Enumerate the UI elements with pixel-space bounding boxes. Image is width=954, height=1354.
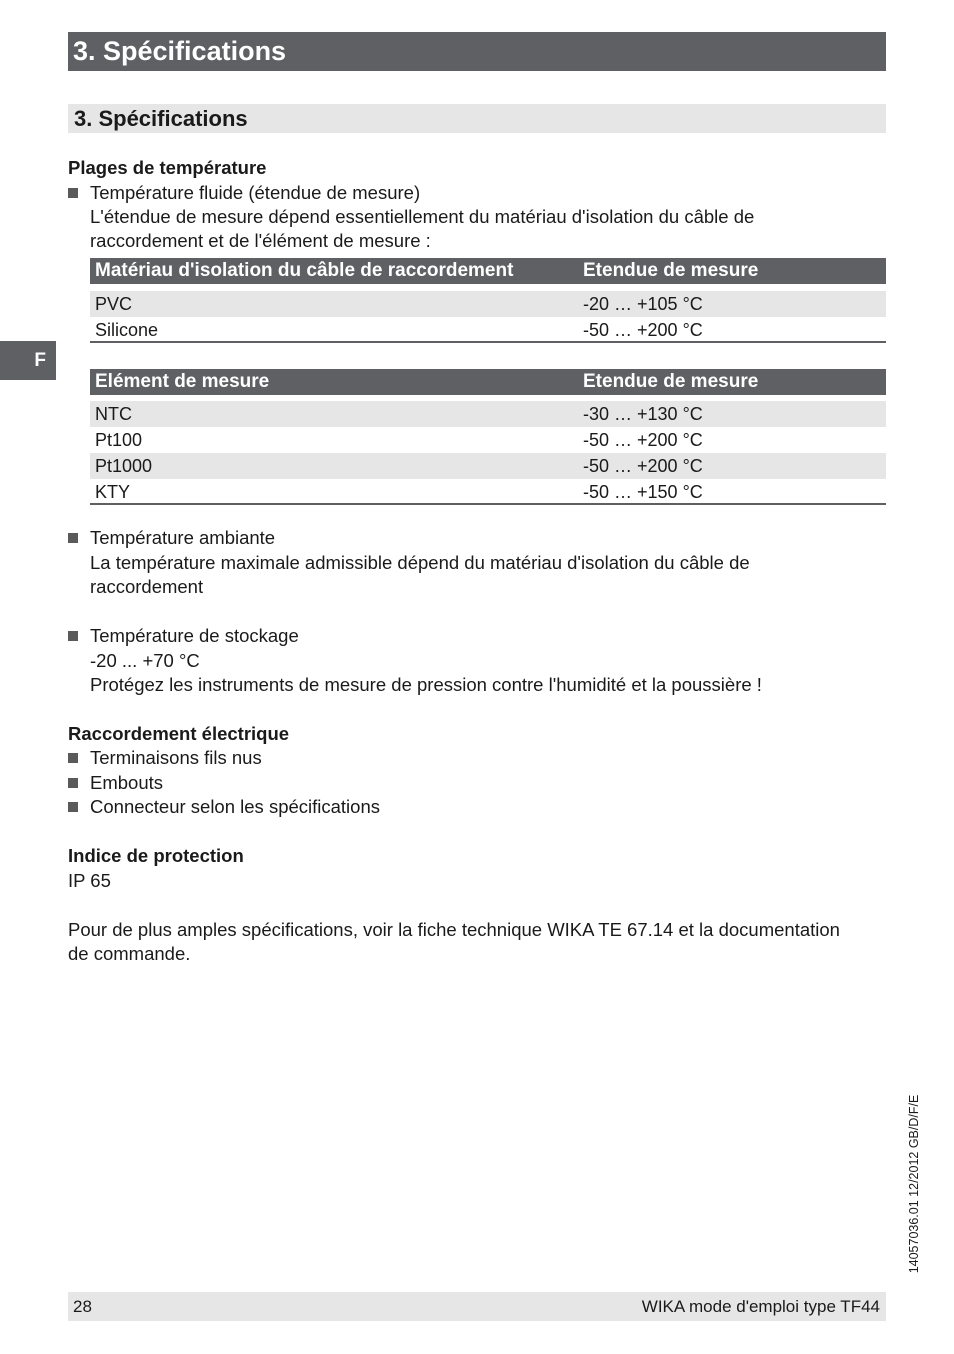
list-item: Terminaisons fils nus — [90, 747, 262, 768]
list-item: Embouts — [90, 772, 164, 793]
list-item: Connecteur selon les spécifications — [90, 796, 380, 817]
ambient-temp-text-line1: La température maximale admissible dépend du matériau d'isolation du câble de — [90, 552, 750, 573]
table-header — [90, 258, 886, 284]
header-cell: Etendue de mesure — [583, 260, 759, 281]
document-code-text: 14057036.01 12/2012 GB/D/F/E — [907, 1094, 921, 1274]
table-row — [90, 317, 886, 343]
protection-value: IP 65 — [68, 870, 111, 891]
table-row — [90, 291, 886, 317]
table-cell: Pt100 — [95, 430, 143, 450]
language-tab-label: F — [34, 350, 46, 371]
fluid-temp-text-line2: raccordement et de l'élément de mesure : — [90, 230, 431, 251]
protection-heading: Indice de protection — [68, 845, 244, 866]
bullet-icon — [68, 188, 78, 198]
bullet-icon — [68, 802, 78, 812]
table-cell: Pt1000 — [95, 456, 153, 476]
table-bottom-rule — [90, 503, 886, 505]
storage-temp-label: Température de stockage — [90, 625, 299, 646]
header-cell: Elément de mesure — [95, 371, 270, 392]
bullet-icon — [68, 753, 78, 763]
more-info-line1: Pour de plus amples spécifications, voir la fiche technique WIKA TE 67.14 et la documentation — [68, 919, 840, 940]
table-cell: PVC — [95, 294, 133, 314]
table-header — [90, 369, 886, 395]
bullet-icon — [68, 631, 78, 641]
measuring-element-table — [90, 369, 886, 507]
table-row — [90, 453, 886, 479]
chapter-title: 3. Spécifications — [73, 36, 287, 66]
section-title-bar — [68, 104, 886, 133]
ambient-temp-text-line2: raccordement — [90, 576, 204, 597]
section-title: 3. Spécifications — [74, 106, 248, 131]
electrical-heading: Raccordement électrique — [68, 723, 290, 744]
bullet-icon — [68, 778, 78, 788]
table-cell: KTY — [95, 482, 131, 502]
document-code — [903, 1086, 925, 1282]
language-tab — [0, 341, 56, 380]
storage-temp-note: Protégez les instruments de mesure de pression contre l'humidité et la poussière ! — [90, 674, 762, 695]
more-info-line2: de commande. — [68, 943, 191, 964]
table-row — [90, 427, 886, 453]
cable-insulation-table — [90, 258, 886, 344]
table-cell: NTC — [95, 404, 132, 424]
fluid-temp-text-line1: L'étendue de mesure dépend essentiellement du matériau d'isolation du câble de — [90, 206, 755, 227]
header-cell: Etendue de mesure — [583, 371, 759, 392]
header-cell: Matériau d'isolation du câble de raccordement — [95, 260, 514, 281]
ambient-temp-label: Température ambiante — [90, 527, 276, 548]
table-cell: -50 … +200 °C — [583, 456, 703, 476]
storage-temp-range: -20 ... +70 °C — [90, 650, 200, 671]
table-cell: -50 … +200 °C — [583, 430, 703, 450]
bullet-icon — [68, 533, 78, 543]
table-cell: -50 … +150 °C — [583, 482, 703, 502]
footer-doc-title: WIKA mode d'emploi type TF44 — [641, 1297, 880, 1316]
fluid-temp-label: Température fluide (étendue de mesure) — [90, 182, 421, 203]
table-cell: -30 … +130 °C — [583, 404, 703, 424]
table-cell: -20 … +105 °C — [583, 294, 703, 314]
table-cell: Silicone — [95, 320, 159, 340]
page-footer — [68, 1292, 886, 1321]
page-number: 28 — [73, 1297, 92, 1316]
chapter-title-bar — [68, 32, 886, 71]
temperature-heading: Plages de température — [68, 157, 267, 178]
table-bottom-rule — [90, 341, 886, 343]
table-cell: -50 … +200 °C — [583, 320, 703, 340]
table-row — [90, 479, 886, 505]
table-row — [90, 401, 886, 427]
